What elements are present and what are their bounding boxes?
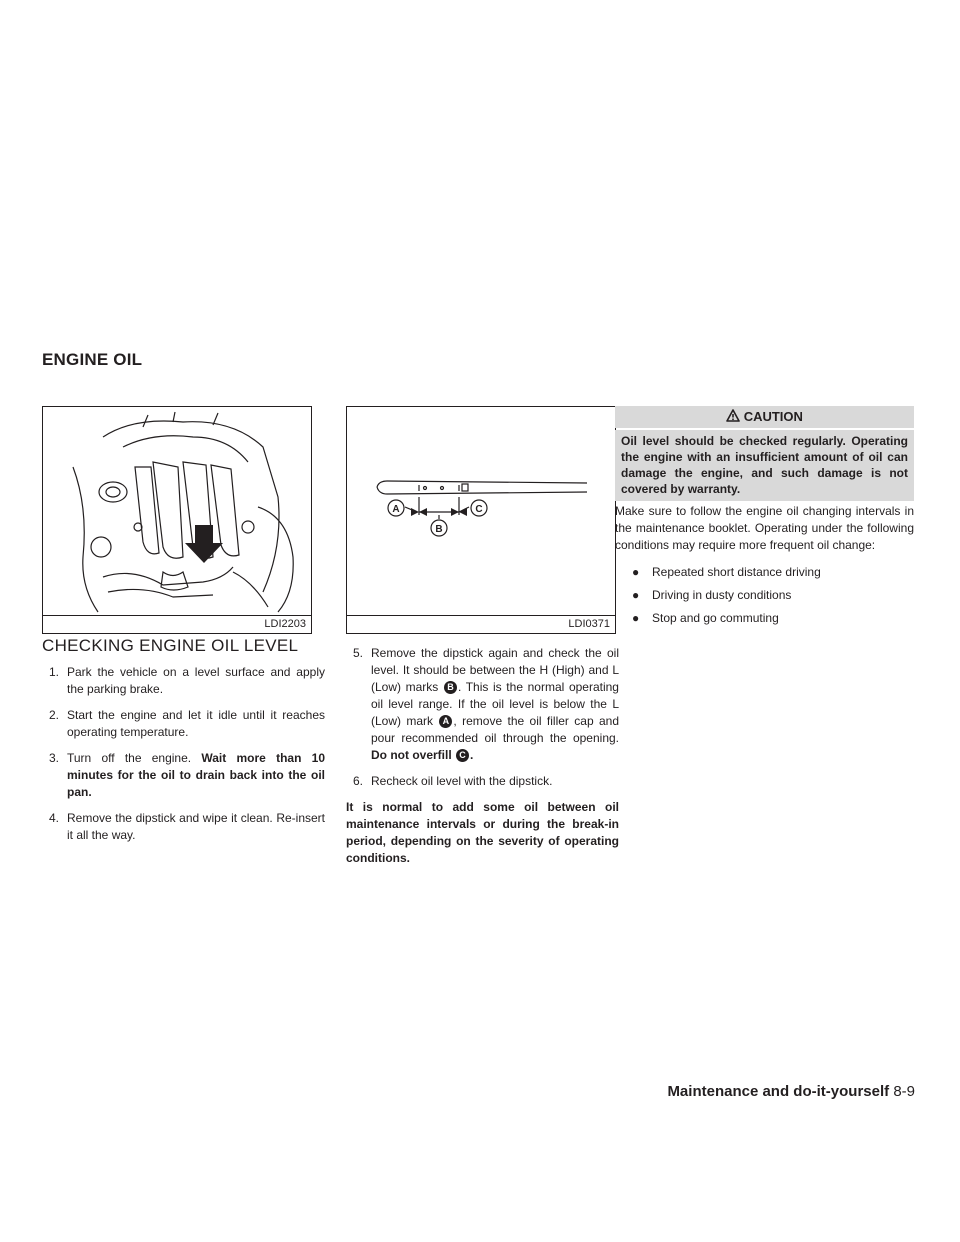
warning-triangle-icon <box>726 409 740 422</box>
dipstick-label-a: A <box>392 504 400 515</box>
steps-column-1 <box>49 664 325 853</box>
dipstick-label-c: C <box>475 504 483 515</box>
engine-illustration <box>43 407 313 617</box>
dipstick-illustration <box>347 407 617 617</box>
step-4: 4. Remove the dipstick and wipe it clean. Re-insert it all the way. <box>49 811 325 842</box>
mark-a-icon: A <box>439 715 452 728</box>
dipstick-figure-code: LDI0371 <box>347 615 615 633</box>
section-title: ENGINE OIL <box>42 350 143 369</box>
condition-item: ● Repeated short distance driving <box>632 565 821 579</box>
dipstick-figure <box>346 406 616 634</box>
mark-b-icon: B <box>444 681 457 694</box>
page-footer <box>667 1083 915 1100</box>
caution-text: Oil level should be checked regularly. Operating the engine with an insufficient amount of oil can damage the engine, and such damage is not covered by warranty. <box>615 430 914 501</box>
page-number: 8-9 <box>893 1083 915 1100</box>
footer-section: Maintenance and do-it-yourself <box>667 1083 890 1100</box>
intervals-column <box>615 503 914 633</box>
step-1: 1. Park the vehicle on a level surface and apply the parking brake. <box>49 665 325 696</box>
intervals-text: Make sure to follow the engine oil changing intervals in the maintenance booklet. Operating under the following conditions may require more frequent oil change: <box>615 504 914 552</box>
condition-item: ● Stop and go commuting <box>632 611 779 625</box>
steps-column-2 <box>346 645 619 867</box>
normal-note: It is normal to add some oil between oil maintenance intervals or during the break-in period, depending on the severity of operating conditions. <box>346 800 619 865</box>
engine-figure <box>42 406 312 634</box>
caution-title: CAUTION <box>743 409 803 424</box>
mark-c-icon: C <box>456 749 469 762</box>
subsection-title: CHECKING ENGINE OIL LEVEL <box>42 636 299 655</box>
engine-figure-code: LDI2203 <box>43 615 311 633</box>
dipstick-label-b: B <box>435 524 443 535</box>
step-6: 6. Recheck oil level with the dipstick. <box>353 774 553 788</box>
caution-header <box>615 406 914 428</box>
condition-item: ● Driving in dusty conditions <box>632 588 792 602</box>
step-3: 3. Turn off the engine. Wait more than 10 minutes for the oil to drain back into the oil pan. <box>49 751 325 799</box>
step-5: 5. Remove the dipstick again and check the oil level. It should be between the H (High) and L (Low) marks B . This is the normal operating oil level range. If the oil level is below the L (Low) mark A , remove the oil filler cap and pour recommended oil through the opening. Do not overfill C . <box>353 646 619 762</box>
step-2: 2. Start the engine and let it idle until it reaches operating temperature. <box>49 708 325 739</box>
